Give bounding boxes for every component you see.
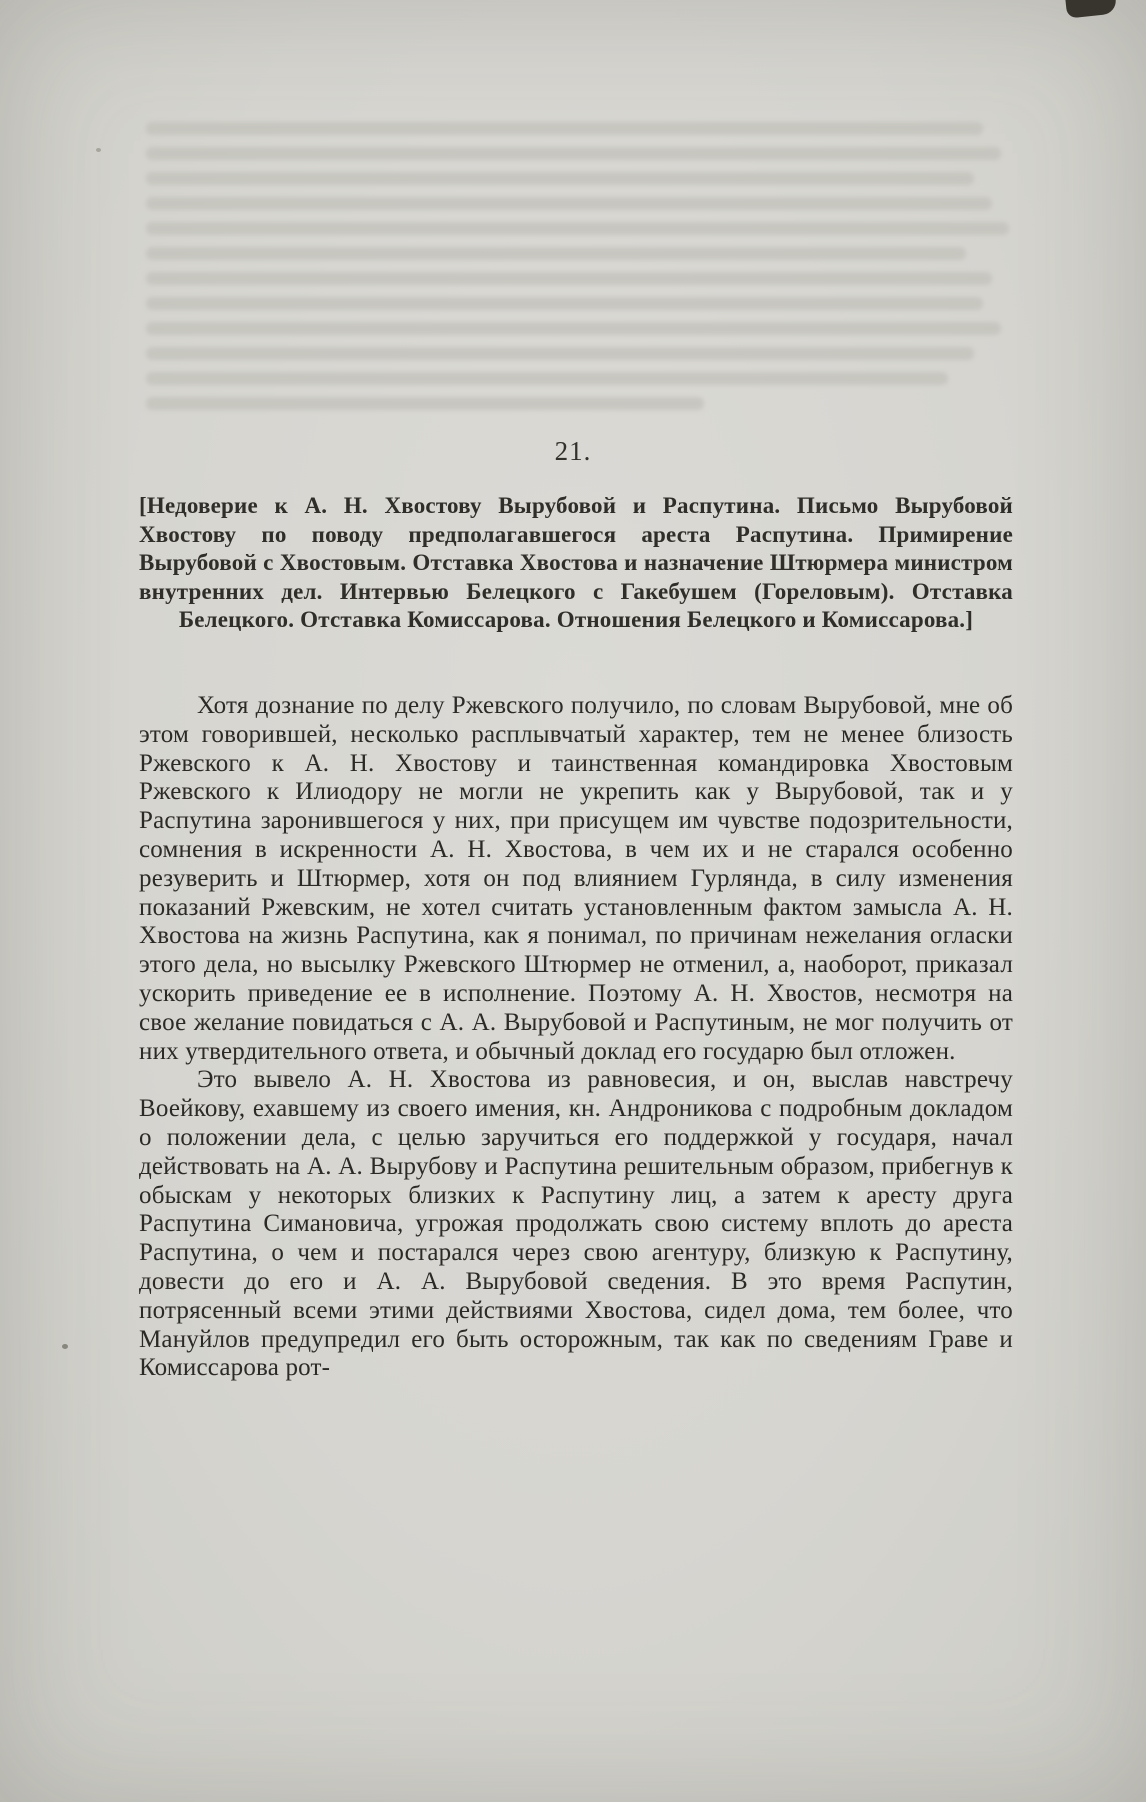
body-text (139, 692, 1013, 1383)
ghost-text-line (146, 397, 704, 410)
scan-speck (96, 148, 101, 152)
ghost-text-line (146, 122, 983, 135)
ghost-text-line (146, 297, 983, 310)
scan-speck (62, 1344, 68, 1349)
ghost-text-line (146, 347, 974, 360)
ghost-text-line (146, 222, 1009, 235)
ghost-text-line (146, 172, 974, 185)
paragraph: Хотя дознание по делу Ржевского получило, по словам Вырубовой, мне об этом говорившей, несколько расплывчатый характер, тем не менее близость Ржевского к А. Н. Хвостову и таинственная командировка Хвостовым Ржевского к Илиодору не могли не укрепить как у Вырубовой, так и у Распутина заронившегося у них, при присущем им чувстве подозрительности, сомнения в искренности А. Н. Хвостова, в чем их и не старался особенно резуверить и Штюрмер, хотя он под влиянием Гурлянда, в силу изменения показаний Ржевским, не хотел считать установленным фактом замысла А. Н. Хвостова на жизнь Распутина, как я понимал, по причинам нежелания огласки этого дела, но высылку Ржевского Штюрмер не отменил, а, наоборот, приказал ускорить приведение ее в исполнение. Поэтому А. Н. Хвостов, несмотря на свое желание повидаться с А. А. Вырубовой и Распутиным, не мог получить от них утвердительного ответа, и обычный доклад его государю был отложен. (139, 692, 1013, 1065)
bleed-through-text (146, 122, 1018, 422)
paragraph: Это вывело А. Н. Хвостова из равновесия, и он, выслав навстречу Воейкову, ехавшему из своего имения, кн. Андроникова с подробным докладом о положении дела, с целью заручиться его поддержкой у государя, начал действовать на А. А. Вырубову и Распутина решительным образом, прибегнув к обыскам у некоторых близких к Распутину лиц, а затем к аресту друга Распутина Симановича, угрожая продолжать свою систему вплоть до ареста Распутина, о чем и постарался через свою агентуру, близкую к Распутину, довести до его и А. А. Вырубовой сведения. В это время Распутин, потрясенный всеми этими действиями Хвостова, сидел дома, тем более, что Мануйлов предупредил его быть осторожным, так как по сведениям Граве и Комиссарова рот- (139, 1066, 1013, 1382)
headnote: [Недоверие к А. Н. Хвостову Вырубовой и Распутина. Письмо Вырубовой Хвостову по поводу предполагавшегося ареста Распутина. Примирение Вырубовой с Хвостовым. Отставка Хвостова и назначение Штюрмера министром внутренних дел. Интервью Белецкого с Гакебушем (Гореловым). Отставка Белецкого. Отставка Комиссарова. Отношения Белецкого и Комиссарова.] (139, 493, 1013, 633)
scan-corner-mark (1065, 0, 1117, 19)
ghost-text-line (146, 272, 992, 285)
ghost-text-line (146, 197, 992, 210)
ghost-text-line (146, 322, 1001, 335)
ghost-text-line (146, 247, 966, 260)
ghost-text-line (146, 372, 948, 385)
ghost-text-line (146, 147, 1001, 160)
section-number: 21. (554, 436, 592, 466)
